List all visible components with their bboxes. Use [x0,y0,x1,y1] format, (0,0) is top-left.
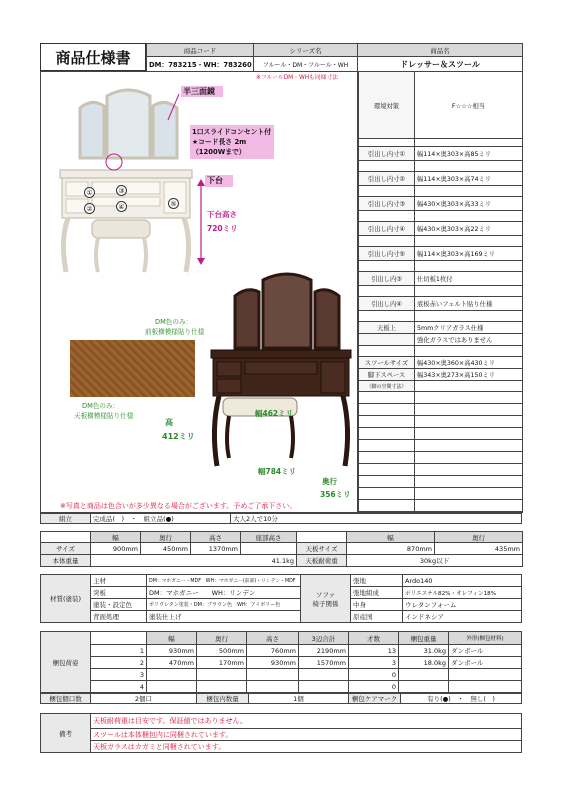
size-header: 奥行 [141,532,191,543]
outlet-line-1: 1口スライドコンセント付 [192,128,272,136]
packing-row [41,669,522,681]
spec-row-value: 幅343×奥273×高150ミリ [415,369,523,381]
weight-label: 本体重量 [41,555,91,567]
drawer-3-marker: ③ [116,185,127,196]
spec-row-value: 幅114×奥303×高169ミリ [415,247,523,261]
name-label: 商品名 [358,44,523,57]
packing-inner-value: 1個 [249,694,349,704]
packing-material: ダンボール [449,657,522,669]
depth-value: 356ミリ [320,490,351,499]
page-title [40,43,146,71]
total-width-label: 幅784ミリ [258,467,297,476]
mirror-callout: 半三面鏡 [181,86,223,97]
dark-mirror [235,274,339,348]
packing-depth: 500mm [197,645,247,657]
packing-sum: 2190mm [299,645,349,657]
packing-width [147,669,197,681]
packing-header: 梱包重量 [399,632,449,645]
sofa-label-1: ソファ [315,590,336,599]
material-key: 突板 [91,587,147,599]
sofa-value: ポリエステル82%・オレフィン18% [403,587,522,599]
ivory-stool [92,220,150,272]
spec-row-value: 仕切板1枚付 [415,272,523,286]
size-header: 幅 [91,532,141,543]
sofa-key: 中身 [351,599,403,611]
size-header: 高さ [191,532,241,543]
packing-header: 外形(梱包材料) [449,632,522,645]
packing-material [449,669,522,681]
sofa-value: Ardo140 [403,575,522,587]
packing-row [41,645,522,657]
assembly-row [40,513,522,524]
packing-count-value: 2個口 [91,694,197,704]
header-table [146,43,522,71]
spec-row-label: 天板上 [359,322,415,334]
spec-row-value: 幅430×奥360×高430ミリ [415,357,523,369]
packing-weight [399,669,449,681]
material-table [40,574,522,622]
packing-material: ダンボール [449,645,522,657]
packing-width [147,681,197,693]
packing-height [247,681,299,693]
ivory-dresser-image [52,80,202,280]
sofa-label-2: 椅子関係 [312,599,339,608]
packing-sai: 13 [349,645,399,657]
base-callout: 下台 [205,175,233,187]
sofa-key: 張地 [351,575,403,587]
stool-width-label: 幅462ミリ [255,409,294,418]
code-label: 商品コード [147,44,254,57]
dark-stool [223,398,297,458]
spec-row-label: 引出し内寸③ [359,197,415,211]
drawer-1-marker: ① [84,187,95,198]
top-label: 天板サイズ [297,543,347,555]
packing-sai: 0 [349,669,399,681]
sofa-label [301,575,351,623]
packing-table [40,631,522,693]
note-line: スツールは本体梱包内に同梱されています。 [91,729,522,741]
dark-dresser-image [205,268,355,478]
top-header: 奥行 [435,532,523,543]
material-value: ポリウレタン塗装・DM：ブラウン色 WH：アイボリー色 [147,599,301,611]
spec-row-label: 引出し内寸⑤ [359,247,415,261]
material-key: 主材 [91,575,147,587]
packing-depth: 170mm [197,657,247,669]
packing-sum: 1570mm [299,657,349,669]
packing-header: 才数 [349,632,399,645]
material-label: 材質(塗装) [41,575,91,623]
spec-row-label: スツールサイズ [359,357,415,369]
spec-row-label: 引出し内④ [359,297,415,311]
spec-row-value [415,381,523,392]
drawer-5-marker: ⑤ [168,198,179,209]
assembly-value: 完成品( ) ・ 組立品(●) [91,514,231,524]
packing-depth [197,669,247,681]
size-value [241,543,297,555]
spec-column [358,71,522,513]
outlet-callout [190,125,274,159]
packing-header: 3辺合計 [299,632,349,645]
base-height-label: 下台高さ [207,210,237,219]
title-text: 商品仕様書 [55,48,131,67]
size-value: 900mm [91,543,141,555]
spec-row-label: 引出し内③ [359,272,415,286]
base-height-arrow [196,178,206,266]
note-line: 天板ガラスはカガミと同梱されています。 [91,741,522,753]
stool-height-label: 高 [165,418,173,427]
packing-care-label: 梱包ケアマーク [349,694,401,704]
assembly-people: 大人2人で10分 [231,514,522,524]
note-line: 天板耐荷重は目安です。保証値ではありません。 [91,714,522,729]
notes-label: 備考 [41,714,91,753]
material-value: DM：マホガニー・MDF WH：マホガニー(前部)・リンデン・MDF [147,575,301,587]
dm-top-line-1: DM色のみ： [82,402,120,410]
material-value: DM：マホガニー WH：リンデン [147,587,301,599]
material-value: 塗装仕上げ [147,611,301,623]
packing-header: 高さ [247,632,299,645]
packing-weight: 18.0kg [399,657,449,669]
packing-weight [399,681,449,693]
packing-no: 1 [91,645,147,657]
material-key: 背面処理 [91,611,147,623]
assembly-label: 組立 [41,514,91,524]
packing-no: 4 [91,681,147,693]
series-note: ※フルールDM・WHも同様寸法 [256,75,339,81]
spec-row-label: 引出し内寸① [359,147,415,161]
packing-no: 2 [91,657,147,669]
packing-header: 奥行 [197,632,247,645]
drawer-4-marker: ④ [116,201,127,212]
base-height-value: 720ミリ [207,224,238,233]
packing-height [247,669,299,681]
top-value: 435mm [435,543,523,555]
packing-row [41,681,522,693]
wood-grain-swatch [70,340,195,397]
code-value: DM：783215・WH：783260 [147,57,254,72]
drawer-2-marker: ② [84,203,95,214]
packing-count-label: 梱包個口数 [41,694,91,704]
sofa-key: 原産国 [351,611,403,623]
size-value: 1370mm [191,543,241,555]
packing-weight: 31.0kg [399,645,449,657]
outlet-line-2: ★コード長さ 2m [192,138,247,146]
packing-material [449,681,522,693]
spec-row-label [359,334,415,346]
notes-table [40,713,522,753]
sofa-key: 張地組成 [351,587,403,599]
load-value: 30kg以下 [347,555,523,567]
packing-no: 3 [91,669,147,681]
packing-label: 梱包荷姿 [41,632,91,693]
env-label: 環境対策 [359,72,415,139]
spec-row-value: 幅430×奥303×高33ミリ [415,197,523,211]
spec-row-label: 脚下スペース [359,369,415,381]
sofa-value: ウレタンフォーム [403,599,522,611]
packing-width: 470mm [147,657,197,669]
weight-value: 41.1kg [91,555,297,567]
packing-summary-row [40,693,522,704]
packing-row [41,657,522,669]
color-note: ※写真と商品は色合いが多少異なる場合がございます。予めご了承下さい。 [60,502,297,510]
spec-row-label: （脚の空間寸法） [359,381,415,392]
stool-height-value: 412ミリ [162,432,195,441]
depth-label: 奥行 [322,477,337,486]
packing-sum [299,669,349,681]
packing-depth [197,681,247,693]
series-value: フルール・DM・フルール・WH [254,57,358,72]
name-value: ドレッサー＆スツール [358,57,523,72]
packing-height: 930mm [247,657,299,669]
sofa-value: インドネシア [403,611,522,623]
spec-row-label: 引出し内寸④ [359,222,415,236]
ivory-mirror [80,90,177,158]
packing-sai: 3 [349,657,399,669]
packing-width: 930mm [147,645,197,657]
packing-height: 760mm [247,645,299,657]
top-value: 870mm [347,543,435,555]
size-label: サイズ [41,543,91,555]
outlet-line-3: （1200Wまで） [192,148,246,156]
material-key: 塗装・設定色 [91,599,147,611]
size-table [40,531,522,567]
spec-row-value: 底板赤いフェルト貼り仕様 [415,297,523,311]
top-header: 幅 [347,532,435,543]
packing-sai: 0 [349,681,399,693]
load-label: 天板耐荷重 [297,555,347,567]
series-label: シリーズ名 [254,44,358,57]
spec-row-value: 強化ガラスではありません [415,334,523,346]
size-header: 座部高さ [241,532,297,543]
packing-care-value: 有り(●) ・ 無し( ) [401,694,522,704]
spec-row-value: 幅114×奥303×高85ミリ [415,147,523,161]
spec-row-value: 5mmクリアガラス仕様 [415,322,523,334]
dm-front-line-1: DM色のみ： [155,318,193,326]
packing-header: 幅 [147,632,197,645]
dm-top-line-2: 天板横模様貼り仕様 [74,412,134,420]
dm-front-line-2: 前板横模様貼り仕様 [145,328,205,336]
spec-row-label: 引出し内寸② [359,172,415,186]
spec-row-value: 幅114×奥303×高74ミリ [415,172,523,186]
env-value: F☆☆☆相当 [415,72,523,139]
spec-row-value: 幅430×奥303×高22ミリ [415,222,523,236]
packing-inner-label: 梱包内数量 [197,694,249,704]
packing-sum [299,681,349,693]
size-value: 450mm [141,543,191,555]
